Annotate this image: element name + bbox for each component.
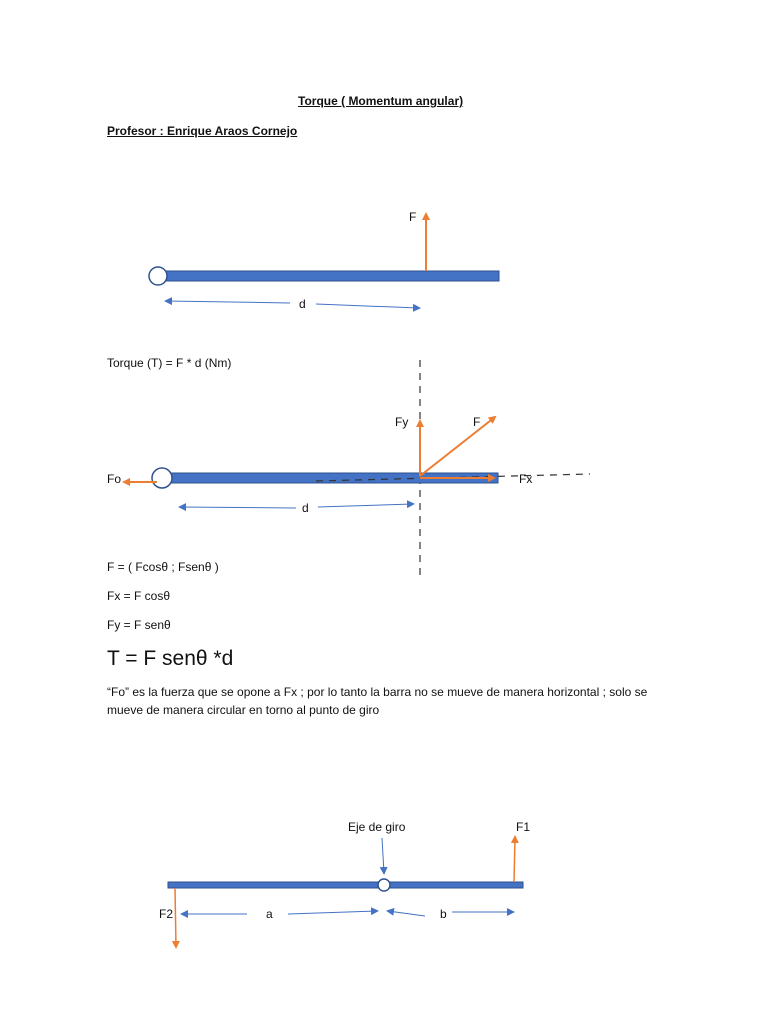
- b-label: b: [440, 907, 447, 921]
- axis-pointer-arrow: [382, 838, 384, 873]
- torque-equation: T = F senθ *d: [107, 647, 234, 670]
- figure-1: [149, 214, 499, 311]
- pivot-circle-2: [152, 468, 172, 488]
- force-f1-arrow: [514, 837, 515, 882]
- f1-label: F1: [516, 820, 531, 834]
- pivot-circle: [149, 267, 167, 285]
- fx-equation: Fx = F cosθ: [107, 589, 171, 603]
- fx-label: Fx: [519, 472, 533, 486]
- force-label: F: [409, 210, 417, 224]
- fo-label: Fo: [107, 472, 122, 486]
- distance-b-arrow-left: [388, 911, 425, 916]
- seesaw-bar: [168, 882, 523, 888]
- force-f2-arrow: [175, 888, 176, 947]
- author-line: Profesor : Enrique Araos Cornejo: [107, 124, 298, 138]
- f-label: F: [473, 415, 481, 429]
- distance-label: d: [299, 297, 306, 311]
- distance-arrow-right: [316, 304, 419, 308]
- force-f-arrow: [420, 417, 495, 476]
- seesaw-pivot: [378, 879, 390, 891]
- distance-a-arrow-right: [288, 911, 377, 914]
- torque-formula: Torque (T) = F * d (Nm): [107, 356, 232, 370]
- distance-label-2: d: [302, 501, 309, 515]
- distance-arrow-right-2: [318, 504, 413, 507]
- figure-3: [168, 837, 523, 947]
- fy-label: Fy: [395, 415, 409, 429]
- distance-arrow-left: [166, 301, 290, 303]
- a-label: a: [266, 907, 273, 921]
- force-vector-equation: F = ( Fcosθ ; Fsenθ ): [107, 560, 219, 574]
- lever-bar: [165, 271, 499, 281]
- f2-label: F2: [159, 907, 174, 921]
- figure-2: [124, 360, 590, 578]
- explanation-paragraph: “Fo” es la fuerza que se opone a Fx ; por lo tanto la barra no se mueve de manera horizontal ; solo se mueve de manera circular en torno al punto de giro: [107, 685, 648, 717]
- distance-arrow-left-2: [180, 507, 296, 508]
- fy-equation: Fy = F senθ: [107, 618, 171, 632]
- pivot-axis-label: Eje de giro: [348, 820, 406, 834]
- document-title: Torque ( Momentum angular): [298, 94, 464, 108]
